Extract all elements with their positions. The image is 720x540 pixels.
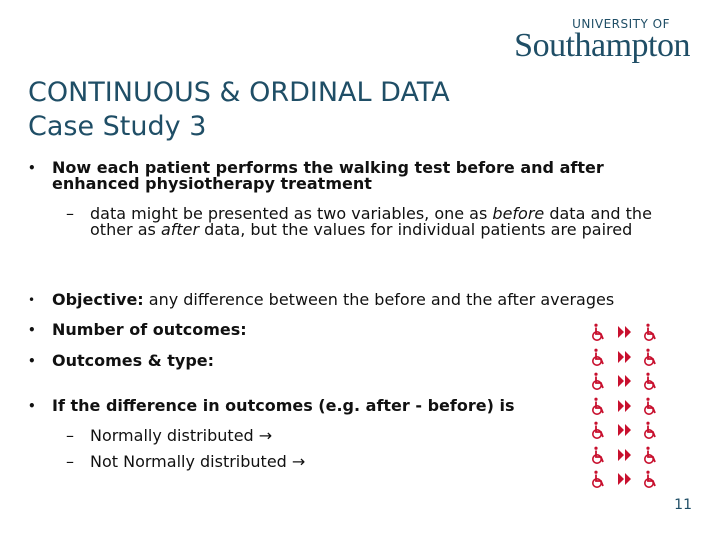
paired-text-1: data might be presented as two variables, one as <box>90 204 493 223</box>
bullet-dot: • <box>28 354 36 368</box>
patient-icon-row <box>590 446 670 466</box>
bullet-difference <box>28 396 515 415</box>
wheelchair-icon <box>590 446 608 464</box>
logo-university-of: UNIVERSITY OF <box>572 17 670 31</box>
wheelchair-icon <box>642 421 660 439</box>
wheelchair-icon <box>590 470 608 488</box>
sub-bullet-paired <box>66 204 680 239</box>
title-line-2: Case Study 3 <box>28 111 207 142</box>
difference-text: If the difference in outcomes (e.g. after - before) is <box>52 396 515 415</box>
bullet-walking-test-text: Now each patient performs the walking test before and after enhanced physiotherapy treatment <box>52 158 604 193</box>
double-chevron-right-icon <box>616 323 634 341</box>
sub-bullet-dash: – <box>66 452 74 471</box>
before-word: before <box>492 204 545 223</box>
paired-text-3: data, but the values for individual patients are paired <box>199 220 633 239</box>
bullet-dot: • <box>28 293 36 307</box>
objective-label: Objective: <box>52 290 144 309</box>
number-of-outcomes-text: Number of outcomes: <box>52 320 247 339</box>
patient-icon-row <box>590 323 670 343</box>
objective-text: any difference between the before and the after averages <box>143 290 615 309</box>
wheelchair-icon <box>590 348 608 366</box>
bullet-number-of-outcomes <box>28 320 247 339</box>
sub-bullet-not-normal <box>66 452 306 471</box>
wheelchair-icon <box>642 323 660 341</box>
wheelchair-icon <box>642 348 660 366</box>
title-line-1: CONTINUOUS & ORDINAL DATA <box>28 77 450 108</box>
bullet-dot: • <box>28 161 36 175</box>
double-chevron-right-icon <box>616 397 634 415</box>
arrow-right-icon: → <box>291 452 306 471</box>
patient-icon-row <box>590 372 670 392</box>
wheelchair-icon <box>642 397 660 415</box>
double-chevron-right-icon <box>616 348 634 366</box>
paired-text-2: data and the other as <box>90 204 652 239</box>
wheelchair-icon <box>642 470 660 488</box>
after-word: after <box>160 220 200 239</box>
patient-icon-row <box>590 421 670 441</box>
bullet-walking-test <box>28 158 692 193</box>
sub-bullet-dash: – <box>66 204 74 223</box>
page-number: 11 <box>674 497 692 513</box>
patient-icon-row <box>590 348 670 368</box>
bullet-dot: • <box>28 323 36 337</box>
double-chevron-right-icon <box>616 372 634 390</box>
bullet-outcomes-type <box>28 351 215 370</box>
normal-text: Normally distributed <box>90 426 254 445</box>
double-chevron-right-icon <box>616 421 634 439</box>
wheelchair-icon <box>590 397 608 415</box>
wheelchair-icon <box>642 446 660 464</box>
wheelchair-icon <box>590 323 608 341</box>
sub-bullet-normal <box>66 426 273 445</box>
not-normal-text: Not Normally distributed <box>90 452 287 471</box>
patient-icon-row <box>590 397 670 417</box>
arrow-right-icon: → <box>258 426 273 445</box>
wheelchair-icon <box>590 372 608 390</box>
outcomes-type-text: Outcomes & type: <box>52 351 215 370</box>
patient-icon-row <box>590 470 670 490</box>
page-title <box>28 76 450 144</box>
bullet-dot: • <box>28 399 36 413</box>
sub-bullet-dash: – <box>66 426 74 445</box>
double-chevron-right-icon <box>616 470 634 488</box>
university-logo <box>514 18 690 62</box>
double-chevron-right-icon <box>616 446 634 464</box>
wheelchair-icon <box>590 421 608 439</box>
wheelchair-icon <box>642 372 660 390</box>
bullet-objective <box>28 290 692 309</box>
logo-southampton: Southampton <box>514 27 690 64</box>
